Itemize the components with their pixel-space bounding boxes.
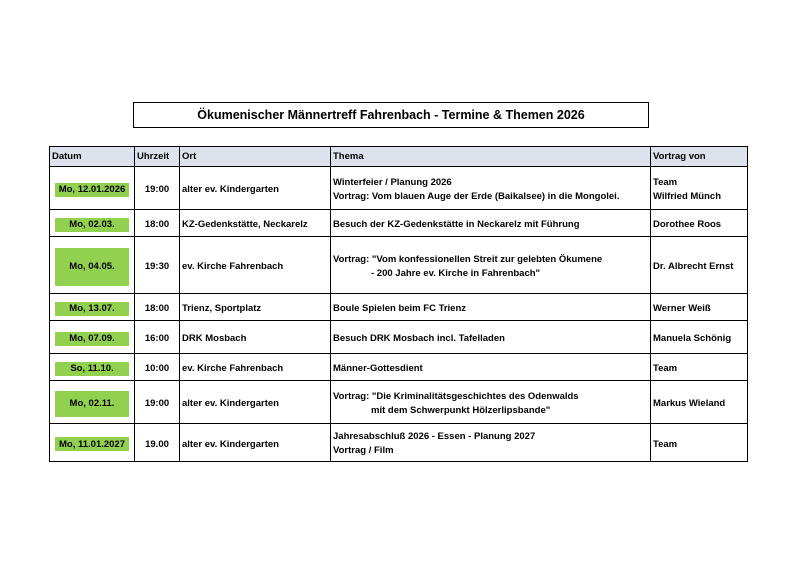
table-row — [50, 298, 748, 321]
col-header-time: Uhrzeit — [135, 147, 180, 167]
time-cell: 10:00 — [135, 358, 180, 381]
col-header-speaker: Vortrag von — [651, 147, 748, 167]
speaker-cell: Markus Wieland — [651, 385, 748, 423]
speaker-line: Team — [653, 176, 678, 188]
date-cell: Mo, 07.09. — [55, 332, 129, 346]
time-cell: 19:00 — [135, 171, 180, 209]
table-row — [50, 385, 748, 423]
table-row — [50, 214, 748, 237]
col-header-topic: Thema — [331, 147, 651, 167]
speaker-cell: Dorothee Roos — [651, 214, 748, 237]
topic-cell: Besuch der KZ-Gedenkstätte in Neckarelz mit Führung — [331, 214, 651, 237]
topic-cell: Männer-Gottesdient — [331, 358, 651, 381]
speaker-cell: Werner Weiß — [651, 298, 748, 321]
topic-cell — [331, 385, 651, 423]
date-cell: Mo, 02.11. — [55, 391, 129, 417]
date-cell: Mo, 11.01.2027 — [55, 437, 129, 451]
topic-cell: Besuch DRK Mosbach incl. Tafelladen — [331, 325, 651, 353]
time-cell: 19.00 — [135, 428, 180, 462]
col-header-place: Ort — [180, 147, 331, 167]
date-cell: Mo, 12.01.2026 — [55, 183, 129, 197]
table-row — [50, 241, 748, 293]
page-title: Ökumenischer Männertreff Fahrenbach - Termine & Themen 2026 — [133, 102, 649, 128]
time-cell: 19:30 — [135, 241, 180, 293]
table-row — [50, 358, 748, 381]
topic-line: Vortrag: "Vom konfessionellen Streit zur gelebten Ökumene — [333, 253, 603, 265]
topic-line: Vortrag: "Die Kriminalitätsgeschichtes des Odenwalds — [333, 390, 579, 402]
time-cell: 18:00 — [135, 214, 180, 237]
place-cell: alter ev. Kindergarten — [180, 428, 331, 462]
topic-line: Vortrag: Vom blauen Auge der Erde (Baikalsee) in die Mongolei. — [333, 190, 620, 202]
place-cell: alter ev. Kindergarten — [180, 171, 331, 209]
speaker-cell: Team — [651, 358, 748, 381]
table-header-row — [50, 147, 748, 167]
place-cell: DRK Mosbach — [180, 325, 331, 353]
topic-line: Jahresabschluß 2026 - Essen - Planung 2027 — [333, 431, 536, 443]
place-cell: ev. Kirche Fahrenbach — [180, 358, 331, 381]
speaker-cell: Manuela Schönig — [651, 325, 748, 353]
topic-line: mit dem Schwerpunkt Hölzerlipsbande" — [371, 404, 551, 416]
topic-cell — [331, 241, 651, 293]
place-cell: KZ-Gedenkstätte, Neckarelz — [180, 214, 331, 237]
speaker-cell: Team — [651, 428, 748, 462]
place-cell: ev. Kirche Fahrenbach — [180, 241, 331, 293]
date-cell: So, 11.10. — [55, 362, 129, 376]
speaker-cell — [651, 171, 748, 209]
time-cell: 19:00 — [135, 385, 180, 423]
date-cell: Mo, 13.07. — [55, 302, 129, 316]
time-cell: 18:00 — [135, 298, 180, 321]
place-cell: Trienz, Sportplatz — [180, 298, 331, 321]
schedule-table — [49, 146, 748, 462]
table-row — [50, 171, 748, 209]
table-row — [50, 325, 748, 353]
topic-cell: Boule Spielen beim FC Trienz — [331, 298, 651, 321]
topic-line: Winterfeier / Planung 2026 — [333, 176, 452, 188]
topic-cell — [331, 428, 651, 462]
date-cell: Mo, 04.05. — [55, 248, 129, 286]
time-cell: 16:00 — [135, 325, 180, 353]
place-cell: alter ev. Kindergarten — [180, 385, 331, 423]
col-header-date: Datum — [50, 147, 135, 167]
topic-cell — [331, 171, 651, 209]
table-row — [50, 428, 748, 462]
topic-line: Vortrag / Film — [333, 445, 394, 457]
speaker-cell: Dr. Albrecht Ernst — [651, 241, 748, 293]
topic-line: - 200 Jahre ev. Kirche in Fahrenbach" — [371, 267, 541, 279]
speaker-line: Wilfried Münch — [653, 190, 721, 202]
date-cell: Mo, 02.03. — [55, 218, 129, 232]
